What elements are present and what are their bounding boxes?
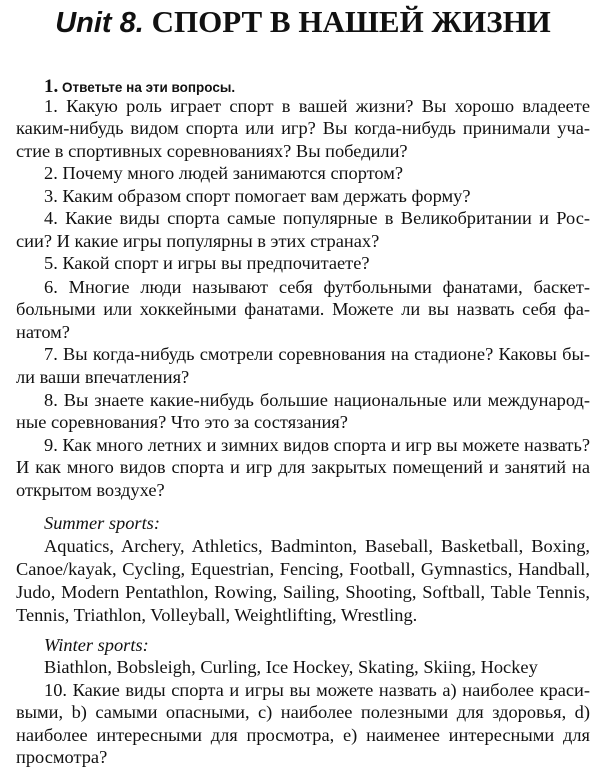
unit-topic: СПОРТ В НАШЕЙ ЖИЗНИ [151,4,551,39]
unit-title [0,4,606,41]
summer-sports-line-3: Judo, Modern Pentathlon, Rowing, Sailing, Shooting, Softball, Table Tennis, [16,582,590,602]
question-9-line-2: И как много видов спорта и игр для закрытых помещений и занятий на [16,457,590,477]
question-8-line-2: ные соревнования? Что это за состязания? [16,412,348,432]
unit-label: Unit 8. [55,7,144,39]
question-4-line-2: сии? И какие игры популярны в этих странах? [16,231,380,251]
question-10-line-4: просмотра? [16,747,108,767]
question-5: 5. Какой спорт и игры вы предпочитаете? [44,253,370,273]
question-9-line-3: открытом воздухе? [16,480,165,500]
question-1-line-1: 1. Какую роль играет спорт в вашей жизни? Вы хорошо владеете [44,96,590,116]
question-3: 3. Каким образом спорт помогает вам держать форму? [44,186,471,206]
summer-sports-line-2: Canoe/kayak, Cycling, Equestrian, Fencing, Football, Gymnastics, Handball, [16,559,590,579]
question-1-line-3: стие в спортивных соревнованиях? Вы победили? [16,141,408,161]
question-4-line-1: 4. Какие виды спорта самые популярные в Великобритании и Рос- [44,208,590,228]
question-9-line-1: 9. Как много летних и зимних видов спорта и игр вы можете назвать? [44,435,590,455]
question-7-line-1: 7. Вы когда-нибудь смотрели соревнования на стадионе? Каковы бы- [44,344,590,364]
winter-sports-list: Biathlon, Bobsleigh, Curling, Ice Hockey, Skating, Skiing, Hockey [44,657,538,677]
winter-sports-heading: Winter sports: [44,635,149,655]
question-7-line-2: ли ваши впечатления? [16,367,190,387]
question-6-line-2: больными или хоккейными фанатами. Можете ли вы назвать себя фа- [16,299,590,319]
summer-sports-line-1: Aquatics, Archery, Athletics, Badminton, Baseball, Basketball, Boxing, [44,536,590,556]
question-10-line-2: выми, b) самыми опасными, с) наиболее полезными для здоровья, d) [16,702,590,722]
question-8-line-1: 8. Вы знаете какие-нибудь большие национальные или международ- [44,390,590,410]
question-2: 2. Почему много людей занимаются спортом? [44,163,404,183]
question-6-line-1: 6. Многие люди называют себя футбольными фанатами, баскет- [44,277,590,297]
question-1-line-2: каким-нибудь видом спорта или игр? Вы когда-нибудь принимали уча- [16,118,590,138]
question-10-line-3: наиболее интересными для просмотра, е) наименее интересными для [16,725,590,745]
exercise-instruction: Ответьте на эти вопросы. [62,80,236,95]
exercise-number: 1. [44,76,59,97]
summer-sports-line-4: Tennis, Triathlon, Volleyball, Weightlifting, Wrestling. [16,605,418,625]
summer-sports-heading: Summer sports: [44,513,160,533]
question-10-line-1: 10. Какие виды спорта и игры вы можете назвать а) наиболее краси- [44,680,590,700]
question-6-line-3: натом? [16,322,70,342]
